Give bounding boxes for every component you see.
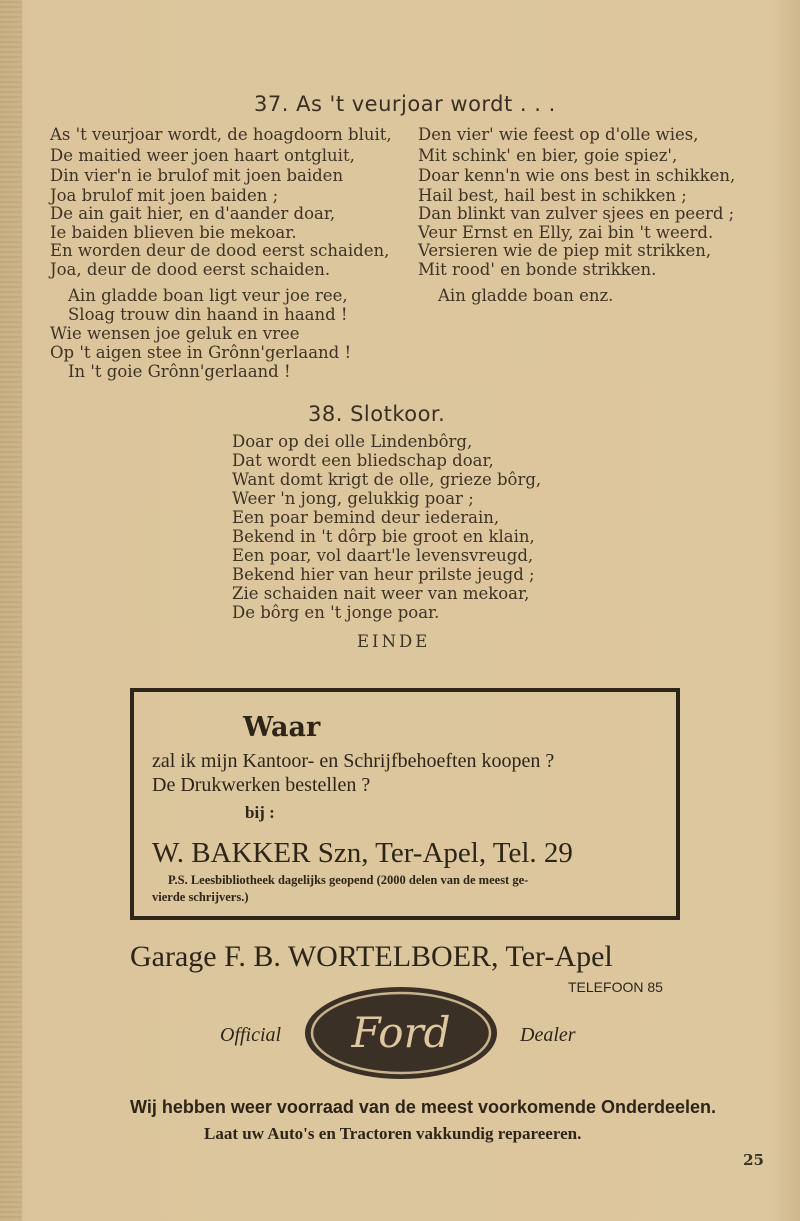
s37-chorus-line: Op 't aigen stee in Grônn'gerlaand ! bbox=[50, 343, 352, 362]
garage-line1: Wij hebben weer voorraad van de meest voorkomende Onderdeelen. bbox=[130, 1097, 717, 1117]
s37-left-line: Joa brulof mit joen baiden ; bbox=[50, 186, 279, 205]
binding-edge bbox=[0, 0, 22, 1221]
s37-left-line: Din vier'n ie brulof mit joen baiden bbox=[50, 166, 344, 185]
s37-right-line: Veur Ernst en Elly, zai bin 't weerd. bbox=[418, 223, 714, 242]
s37-chorus-line: Wie wensen joe geluk en vree bbox=[50, 324, 300, 343]
bakker-ad-line2: De Drukwerken bestellen ? bbox=[152, 774, 371, 796]
s38-line: Zie schaiden nait weer van mekoar, bbox=[232, 584, 530, 603]
bakker-ad-ps1: P.S. Leesbibliotheek dagelijks geopend (2000 delen van de meest ge- bbox=[168, 873, 529, 887]
garage-telefoon: TELEFOON 85 bbox=[568, 979, 663, 995]
bakker-ad-line1: zal ik mijn Kantoor- en Schrijfbehoeften koopen ? bbox=[152, 750, 555, 772]
s37-right-line: Dan blinkt van zulver sjees en peerd ; bbox=[418, 204, 735, 223]
s37-right-line: Doar kenn'n wie ons best in schikken, bbox=[418, 166, 736, 185]
s37-right-line: Versieren wie de piep mit strikken, bbox=[418, 241, 712, 260]
s37-right-line: Mit rood' en bonde strikken. bbox=[418, 260, 657, 279]
s37-right-line: Den vier' wie feest op d'olle wies, bbox=[418, 125, 699, 144]
s37-chorus-line: In 't goie Grônn'gerlaand ! bbox=[68, 362, 291, 381]
garage-name: Garage F. B. WORTELBOER, Ter-Apel bbox=[130, 940, 613, 973]
bakker-ad-ps2: vierde schrijvers.) bbox=[152, 890, 249, 904]
ford-logo-text: Ford bbox=[351, 1008, 451, 1057]
s38-line: De bôrg en 't jonge poar. bbox=[232, 603, 440, 622]
s37-left-line: Ie baiden blieven bie mekoar. bbox=[50, 223, 297, 242]
s38-line: Bekend hier van heur prilste jeugd ; bbox=[232, 565, 535, 584]
dealer-label: Dealer bbox=[520, 1024, 576, 1046]
garage-line2: Laat uw Auto's en Tractoren vakkundig repareeren. bbox=[204, 1124, 582, 1143]
bakker-ad-name: W. BAKKER Szn, Ter-Apel, Tel. 29 bbox=[152, 837, 573, 869]
s37-chorus-line: Ain gladde boan ligt veur joe ree, bbox=[68, 286, 348, 305]
s37-chorus-right: Ain gladde boan enz. bbox=[438, 286, 614, 305]
s37-left-line: Joa, deur de dood eerst schaiden. bbox=[50, 260, 331, 279]
section38-title: 38. Slotkoor. bbox=[308, 402, 446, 426]
s38-line: Weer 'n jong, gelukkig poar ; bbox=[232, 489, 474, 508]
bakker-ad-heading: Waar bbox=[243, 712, 321, 743]
page-number: 25 bbox=[743, 1151, 764, 1169]
s37-left-line: As 't veurjoar wordt, de hoagdoorn bluit, bbox=[50, 125, 392, 144]
s37-left-line: De ain gait hier, en d'aander doar, bbox=[50, 204, 336, 223]
s38-line: Een poar bemind deur iederain, bbox=[232, 508, 500, 527]
official-label: Official bbox=[220, 1024, 282, 1046]
s38-line: Bekend in 't dôrp bie groot en klain, bbox=[232, 527, 535, 546]
s38-line: Want domt krigt de olle, grieze bôrg, bbox=[232, 470, 542, 489]
s37-chorus-line: Sloag trouw din haand in haand ! bbox=[68, 305, 348, 324]
s37-right-line: Hail best, hail best in schikken ; bbox=[418, 186, 687, 205]
s38-line: Dat wordt een bliedschap doar, bbox=[232, 451, 494, 470]
ford-logo-icon bbox=[303, 985, 499, 1081]
bakker-ad-bij: bij : bbox=[245, 803, 275, 822]
section37-title: 37. As 't veurjoar wordt . . . bbox=[254, 92, 556, 116]
s37-left-line: De maitied weer joen haart ontgluit, bbox=[50, 146, 355, 165]
s37-left-line: En worden deur de dood eerst schaiden, bbox=[50, 241, 390, 260]
s38-line: Doar op dei olle Lindenbôrg, bbox=[232, 432, 473, 451]
s38-line: Een poar, vol daart'le levensvreugd, bbox=[232, 546, 534, 565]
end-label: EINDE bbox=[357, 632, 431, 651]
s37-right-line: Mit schink' en bier, goie spiez', bbox=[418, 146, 678, 165]
